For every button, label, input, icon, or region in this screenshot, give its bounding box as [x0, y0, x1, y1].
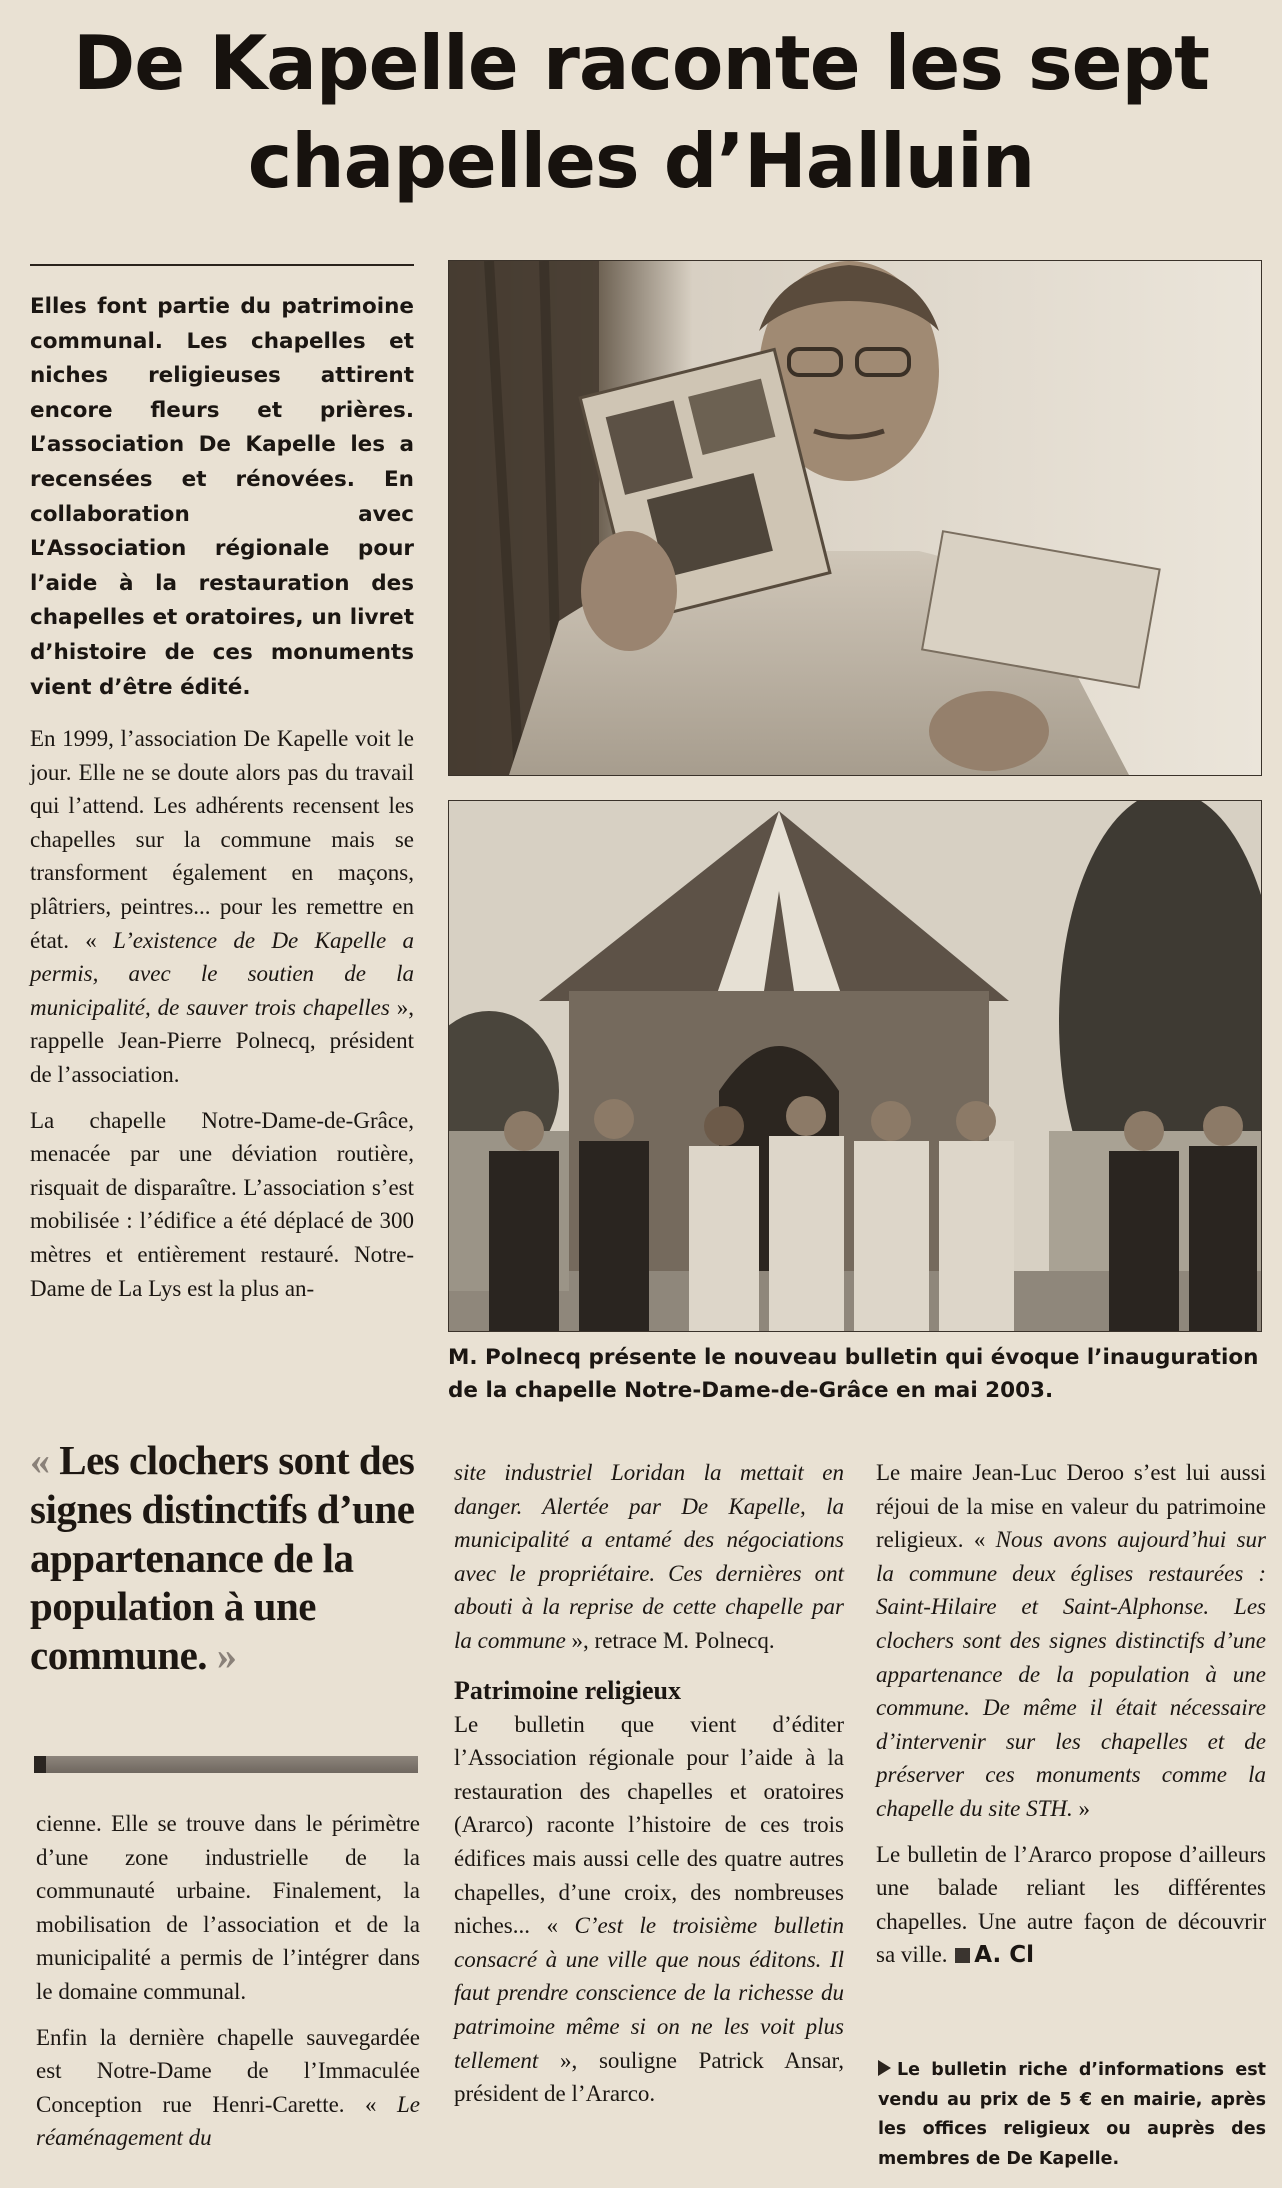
- paragraph-loridan: [454, 1456, 844, 1658]
- end-square-icon: [955, 1948, 970, 1963]
- paragraph-founding: [30, 722, 414, 1092]
- column-left-top: [30, 722, 414, 1317]
- paragraph-immaculee: [36, 2021, 420, 2155]
- pull-quote: [30, 1436, 420, 1680]
- author-signature: A. Cl: [974, 1942, 1035, 1969]
- reamenagement-quote-cont: site industriel Loridan la mettait en danger. Alertée par De Kapelle, la municipalité a entamé des négociations avec le propriétaire. Ces dernières ont abouti à la reprise de cette chapelle par la commune: [454, 1460, 844, 1653]
- headline-line-2: chapelles d’Halluin: [247, 117, 1035, 205]
- paragraph-maire-text-a: Le maire Jean-Luc Deroo s’est lui aussi réjoui de la mise en valeur du patrimoine religieux. «: [876, 1460, 1266, 1553]
- paragraph-loridan-attribution: », retrace M. Polnecq.: [565, 1627, 775, 1653]
- column-right: [876, 1456, 1266, 1985]
- article-headline: [20, 14, 1262, 210]
- column-middle: [454, 1456, 844, 2123]
- chapel-inauguration-photo: [448, 800, 1262, 1332]
- photo-man-illustration: [449, 261, 1261, 775]
- paragraph-maire-text-b: »: [1072, 1795, 1090, 1821]
- paragraph-balade: [876, 1838, 1266, 1973]
- info-text: Le bulletin riche d’informations est vendu au prix de 5 € en mairie, après les offices religieux ou auprès des membres de De Kapelle.: [878, 2060, 1266, 2169]
- pull-quote-text: Les clochers sont des signes distinctifs d’une appartenance de la population à une commune.: [30, 1437, 415, 1678]
- photo-caption: M. Polnecq présente le nouveau bulletin qui évoque l’inauguration de la chapelle Notre-Dame-de-Grâce en mai 2003.: [448, 1345, 1259, 1403]
- paragraph-bulletin: [454, 1708, 844, 2111]
- paragraph-balade-text: Le bulletin de l’Ararco propose d’ailleurs une balade reliant les différentes chapelles. Une autre façon de découvrir sa ville.: [876, 1841, 1266, 1968]
- open-quote-mark: «: [30, 1438, 50, 1483]
- polnecq-quote: L’existence de De Kapelle a permis, avec le soutien de la municipalité, de sauver trois chapelles: [30, 927, 414, 1020]
- close-quote-mark: »: [216, 1632, 237, 1678]
- ansar-quote: C’est le troisième bulletin consacré à une ville que nous éditons. Il faut prendre conscience de la richesse du patrimoine même si on ne les voit plus tellement: [454, 1913, 844, 2073]
- paragraph-founding-text-a: En 1999, l’association De Kapelle voit le jour. Elle ne se doute alors pas du travail qui l’attend. Les adhérents recensent les chapelles sur la commune mais se transforment également en maçons, plâtriers, peintres... pour les remettre en état. «: [30, 726, 414, 953]
- paragraph-bulletin-text-b: », souligne Patrick Ansar, président de l’Ararco.: [454, 2047, 844, 2107]
- deroo-quote: Nous avons aujourd’hui sur la commune deux églises restaurées : Saint-Hilaire et Saint-Alphonse. Les clochers sont des signes distinctifs d’une appartenance de la population à une commune. De même il était nécessaire d’intervenir sur les chapelles et de préserver ces monuments comme la chapelle du site STH.: [876, 1527, 1266, 1821]
- paragraph-la-lys: cienne. Elle se trouve dans le périmètre d’une zone industrielle de la communauté urbaine. Finalement, la mobilisation de l’association et de la municipalité a permis de l’intégrer dans le domaine communal.: [36, 1811, 420, 2004]
- lead-top-rule: [30, 264, 414, 266]
- paragraph-maire: [876, 1456, 1266, 1826]
- column-left-bottom: [36, 1807, 420, 2167]
- paragraph-notre-dame-grace: La chapelle Notre-Dame-de-Grâce, menacée par une déviation routière, risquait de disparaître. L’association s’est mobilisée : l’édifice a été déplacé de 300 mètres et entièrement restauré. Notre-Dame de La Lys est la plus an-: [30, 1107, 414, 1301]
- info-box: [878, 2056, 1266, 2174]
- subhead-patrimoine: Patrimoine religieux: [454, 1675, 681, 1705]
- triangle-bullet-icon: [878, 2060, 891, 2076]
- paragraph-bulletin-text-a: Le bulletin que vient d’éditer l’Association régionale pour l’aide à la restauration des chapelles et oratoires (Ararco) raconte l’histoire de ces trois édifices mais aussi celle des quatre autres chapelles, d’une croix, des nombreuses niches... «: [454, 1711, 844, 1939]
- paragraph-founding-text-b: », rappelle Jean-Pierre Polnecq, président de l’association.: [30, 994, 414, 1087]
- pull-quote-bar: [34, 1756, 418, 1773]
- photo-chapel-illustration: [449, 801, 1261, 1331]
- paragraph-immaculee-text: Enfin la dernière chapelle sauvegardée est Notre-Dame de l’Immaculée Conception rue Henri-Carette. «: [36, 2024, 420, 2117]
- man-holding-bulletin-photo: [448, 260, 1262, 776]
- article-lead: Elles font partie du patrimoine communal. Les chapelles et niches religieuses attirent encore fleurs et prières. L’association De Kapelle les a recensées et rénovées. En collaboration avec L’Association régionale pour l’aide à la restauration des chapelles et oratoires, un livret d’histoire de ces monuments vient d’être édité.: [30, 294, 414, 700]
- reamenagement-quote-start: Le réaménagement du: [36, 2091, 420, 2151]
- headline-line-1: De Kapelle raconte les sept: [72, 19, 1210, 107]
